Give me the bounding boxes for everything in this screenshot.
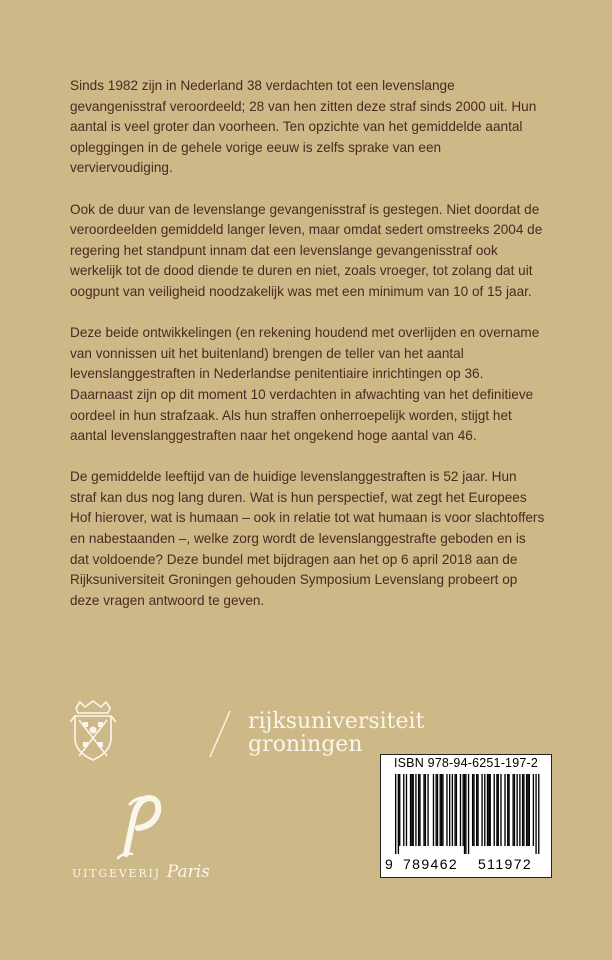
university-crest-icon (70, 700, 116, 762)
barcode-bar (411, 774, 412, 846)
barcode-bar (418, 774, 419, 846)
barcode-bar (456, 774, 457, 846)
barcode-bar (496, 774, 497, 846)
barcode-bar (476, 774, 477, 846)
barcode-bar (452, 774, 453, 846)
barcode-bar (463, 774, 464, 846)
barcode-bar (460, 774, 461, 846)
barcode-bar (398, 774, 399, 854)
barcode-bar (473, 774, 474, 846)
back-cover-blurb (70, 76, 546, 632)
barcode-bar (425, 774, 426, 846)
barcode-bar (519, 774, 520, 846)
barcode-bar (436, 774, 437, 846)
barcode-bar (446, 774, 447, 846)
barcode-bar (508, 774, 509, 846)
publisher-logos (70, 700, 425, 900)
blurb-paragraph-2: Ook de duur van de levenslange gevangenisstraf is gestegen. Niet doordat de veroordeelden gemiddeld langer leven, maar omdat sedert omstreeks 2004 de regering het standpunt innam dat een levenslange gevangenisstraf ook werkelijk tot de dood diende te duren en niet, zoals vroeger, tot zolang dat uit oogpunt van veiligheid noodzakelijk was met een minimum van 10 of 15 jaar. (70, 201, 543, 299)
isbn-digits-right: 511972 (478, 856, 533, 872)
publisher-name (72, 862, 210, 882)
barcode-bar (484, 774, 485, 846)
barcode-bar (410, 774, 411, 846)
barcode-bar (507, 774, 508, 846)
barcode-bar (535, 774, 536, 854)
barcode-bar (487, 774, 488, 846)
barcode-bar (498, 774, 499, 846)
isbn-digits (381, 853, 551, 875)
isbn-label: ISBN 978-94-6251-197-2 (393, 756, 539, 770)
barcode-bar (523, 774, 524, 846)
barcode-bar (423, 774, 424, 846)
barcode-bar (504, 774, 505, 846)
isbn-digit-lead: 9 (385, 856, 393, 872)
barcode-bar (440, 774, 441, 846)
barcode-bar (533, 774, 534, 846)
barcode-bar (488, 774, 489, 846)
publisher-label: UITGEVERIJ (72, 867, 161, 880)
isbn-digits-left: 789462 (403, 856, 459, 872)
barcode-bar (494, 774, 495, 846)
barcode-bar (441, 774, 442, 846)
barcode-bar (526, 774, 527, 846)
blurb-paragraph-4: De gemiddelde leeftijd van de huidige levenslanggestraften is 52 jaar. Hun straf kan dus nog lang duren. Wat is hun perspectief, wat zegt het Europees Hof hierover, wat is humaan – ook in relatie tot wat humaan is voor slachtoffers en nabestaanden –, welke zorg wordt de levenslanggestrafte geboden en is dat voldoende? Deze bundel met bijdragen aan het op 6 april 2018 aan de Rijksuniversiteit Groningen gehouden Symposium Levenslang probeert op deze vragen antwoord te geven. (70, 469, 545, 608)
barcode-bar (413, 774, 414, 846)
barcode-bar (464, 774, 465, 854)
barcode-bars (381, 772, 551, 854)
barcode-bar (465, 774, 466, 854)
barcode-bar (500, 774, 501, 846)
barcode-bar (477, 774, 478, 846)
isbn-barcode (380, 754, 552, 878)
blurb-paragraph-1: Sinds 1982 zijn in Nederland 38 verdachten tot een levenslange gevangenisstraf veroordeeld; 28 van hen zitten deze straf sinds 2000 uit. Hun aantal is veel groter dan voorheen. Ten opzichte van het gemiddelde aantal opleggingen in de gehele vorige eeuw is zelfs sprake van een verviervoudiging. (70, 78, 537, 176)
barcode-bar (454, 774, 455, 846)
barcode-bar (481, 774, 482, 846)
publisher-p-logo-icon (108, 792, 164, 862)
barcode-bar (514, 774, 515, 846)
barcode-bar (529, 774, 530, 846)
barcode-bar (403, 774, 404, 846)
publisher-paris: Paris (166, 862, 210, 882)
barcode-bar (468, 774, 469, 854)
blurb-paragraph-3: Deze beide ontwikkelingen (en rekening houdend met overlijden en overname van vonnissen uit het buitenland) brengen de teller van het aantal levenslanggestraften in Nederlandse penitentiaire inrichtingen op 36. Daarnaast zijn op dit moment 10 verdachten in afwachting van het definitieve oordeel in hun strafzaak. Als hun straffen onherroepelijk worden, stijgt het aantal levenslanggestraften naar het ongekend hoge aantal van 46. (70, 325, 540, 444)
barcode-bar (527, 774, 528, 846)
barcode-bar (437, 774, 438, 846)
barcode-bar (517, 774, 518, 846)
barcode-bar (538, 774, 539, 854)
barcode-bar (406, 774, 407, 846)
barcode-bar (449, 774, 450, 846)
barcode-bar (490, 774, 491, 846)
university-name-line1: rijksuniversiteit (248, 709, 425, 734)
barcode-bar (419, 774, 420, 846)
university-name-line2: groningen (248, 732, 363, 757)
barcode-bar (415, 774, 416, 846)
barcode-bar (395, 774, 396, 854)
university-name (248, 710, 424, 756)
barcode-bar (442, 774, 443, 846)
barcode-bar (522, 774, 523, 846)
barcode-bar (472, 774, 473, 846)
barcode-bar (433, 774, 434, 846)
barcode-bar (399, 774, 400, 846)
barcode-bar (512, 774, 513, 846)
barcode-bar (427, 774, 428, 846)
slash-divider-icon (208, 710, 232, 758)
